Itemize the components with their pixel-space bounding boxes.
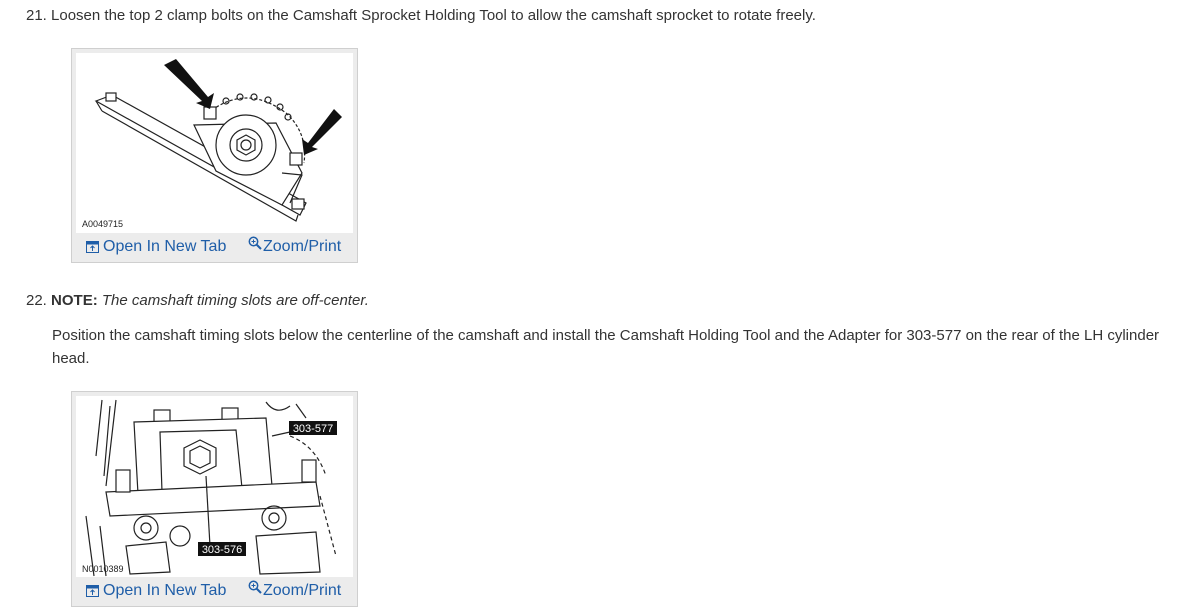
magnifier-zoom-icon [248,580,262,594]
step-22-instruction: Position the camshaft timing slots below the centerline of the camshaft and install the Camshaft Holding Tool and the Adapter for 303-577 on the rear of the LH cylinder head. [52,327,1160,367]
tag-303-576: 303-576 [201,544,243,556]
open-in-new-tab-label: Open In New Tab [103,238,227,255]
tag-303-577: 303-577 [292,423,334,435]
zoom-print-label: Zoom/Print [263,582,342,599]
open-new-tab-icon [86,241,99,253]
figure-camshaft-holding-tool [71,391,358,607]
note-label: NOTE: [51,292,98,309]
figure-image [76,396,353,577]
step-text: Loosen the top 2 clamp bolts on the Camshaft Sprocket Holding Tool to allow the camshaft sprocket to rotate freely. [51,7,816,24]
open-new-tab-icon [86,585,99,597]
zoom-print-link[interactable] [248,236,341,258]
figure-image [76,53,353,233]
zoom-print-link[interactable] [248,580,341,602]
figure-camshaft-sprocket-tool [71,48,358,263]
note-text: The camshaft timing slots are off-center. [101,292,369,309]
camshaft-sprocket-diagram [76,53,353,233]
open-in-new-tab-link[interactable] [86,580,226,602]
open-in-new-tab-link[interactable] [86,236,226,258]
zoom-print-label: Zoom/Print [263,238,342,255]
figure-links [72,236,357,258]
camshaft-holding-tool-diagram [76,396,353,577]
figure-id-label: A0049715 [82,219,124,229]
figure-id-label: N0010389 [82,564,124,574]
step-number: 21. [26,7,47,24]
magnifier-zoom-icon [248,236,262,250]
step-21 [26,4,816,27]
step-22 [26,289,369,312]
open-in-new-tab-label: Open In New Tab [103,582,227,599]
step-number: 22. [26,292,47,309]
figure-links [72,580,357,602]
